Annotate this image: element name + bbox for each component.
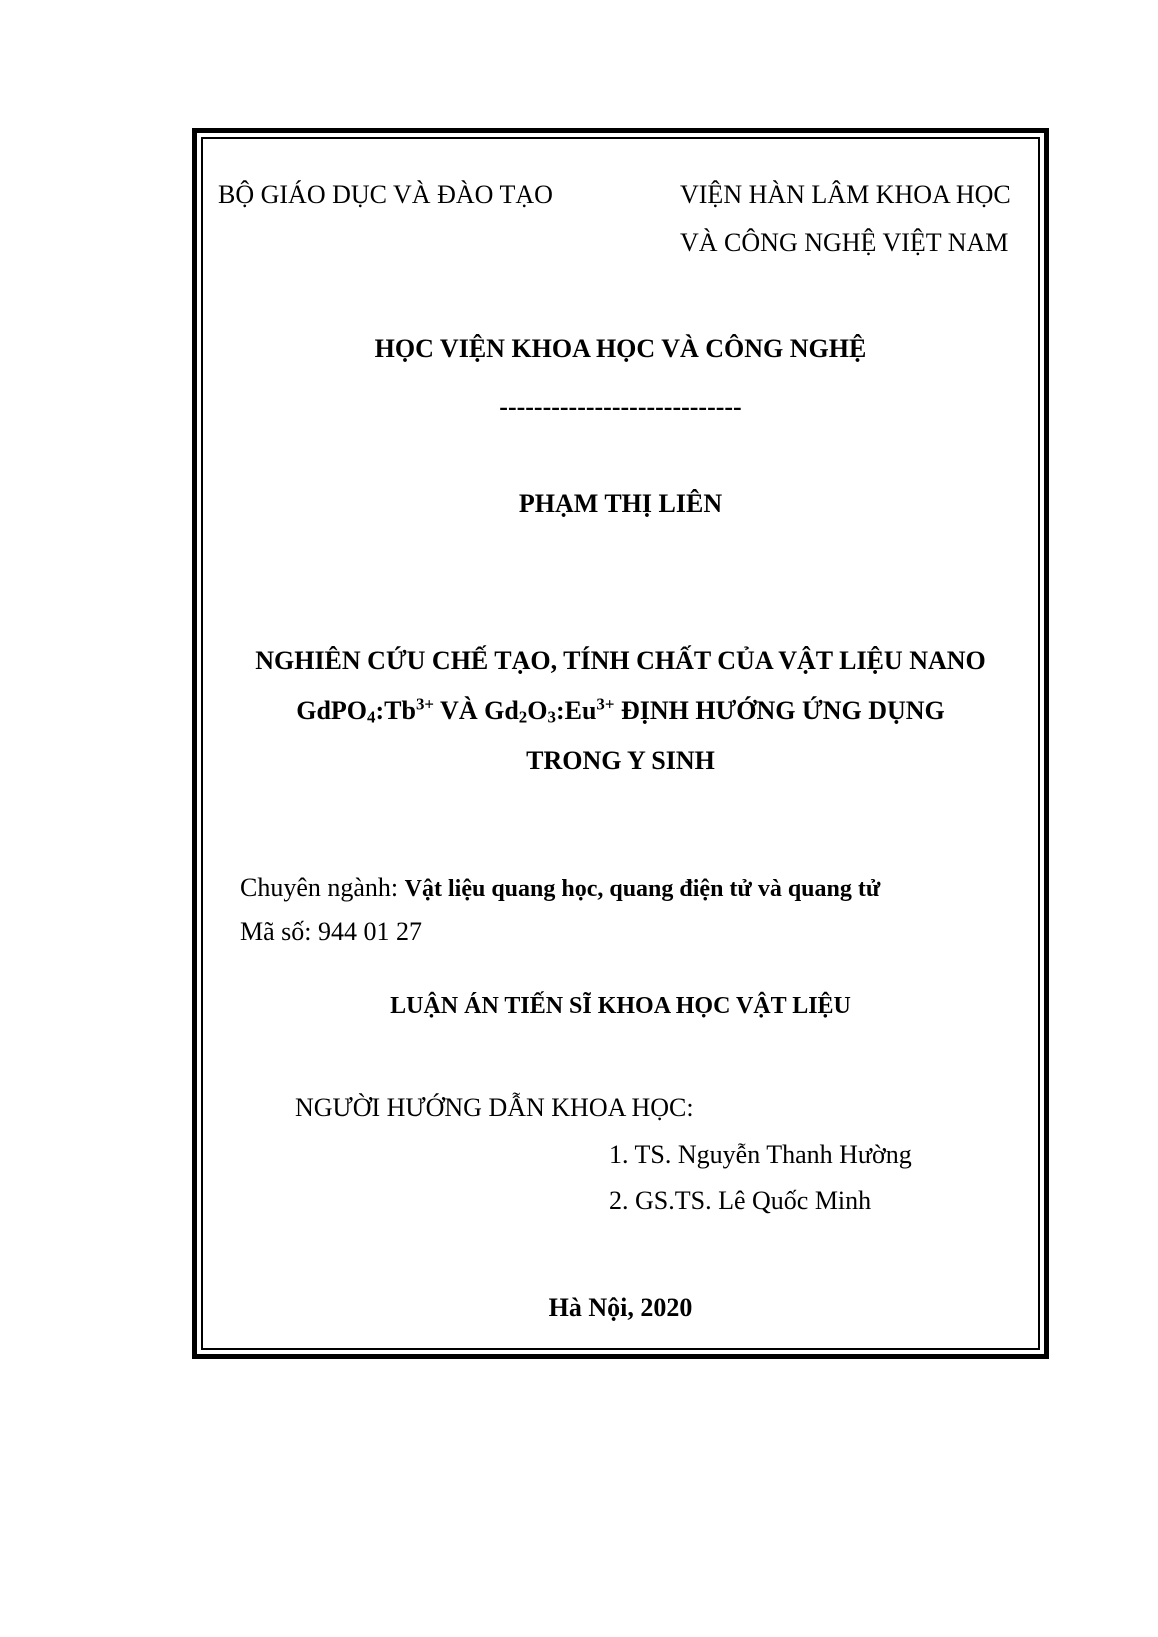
advisors-heading: NGƯỜI HƯỚNG DẪN KHOA HỌC: [295, 1093, 694, 1122]
thesis-title-line1: NGHIÊN CỨU CHẾ TẠO, TÍNH CHẤT CỦA VẬT LIỆU NANO [255, 646, 986, 675]
advisor-1: 1. TS. Nguyễn Thanh Hường [609, 1140, 912, 1169]
ministry-name: BỘ GIÁO DỤC VÀ ĐÀO TẠO [218, 180, 553, 209]
author-name: PHẠM THỊ LIÊN [518, 489, 723, 518]
institute-name: HỌC VIỆN KHOA HỌC VÀ CÔNG NGHỆ [374, 334, 867, 363]
place-year: Hà Nội, 2020 [548, 1293, 693, 1322]
academy-name-line2: VÀ CÔNG NGHỆ VIỆT NAM [680, 228, 1009, 257]
specialization-label: Chuyên ngành: [240, 873, 405, 902]
thesis-title-line2: $GdPO_4:Tb^{3+}$ VÀ $Gd_2O_3:Eu^{3+}$ ĐỊNH HƯỚNG ỨNG DỤNG [296, 694, 945, 727]
specialization-value: Vật liệu quang học, quang điện tử và quang tử [404, 876, 881, 902]
advisor-2: 2. GS.TS. Lê Quốc Minh [609, 1186, 872, 1215]
separator-line: ---------------------------- [499, 392, 742, 421]
thesis-title-line3: TRONG Y SINH [526, 746, 715, 775]
degree-title: LUẬN ÁN TIẾN SĨ KHOA HỌC VẬT LIỆU [390, 993, 851, 1019]
specialization-code: Mã số: 944 01 27 [240, 917, 422, 946]
specialization [240, 872, 880, 905]
academy-name-line1: VIỆN HÀN LÂM KHOA HỌC [680, 180, 1011, 209]
